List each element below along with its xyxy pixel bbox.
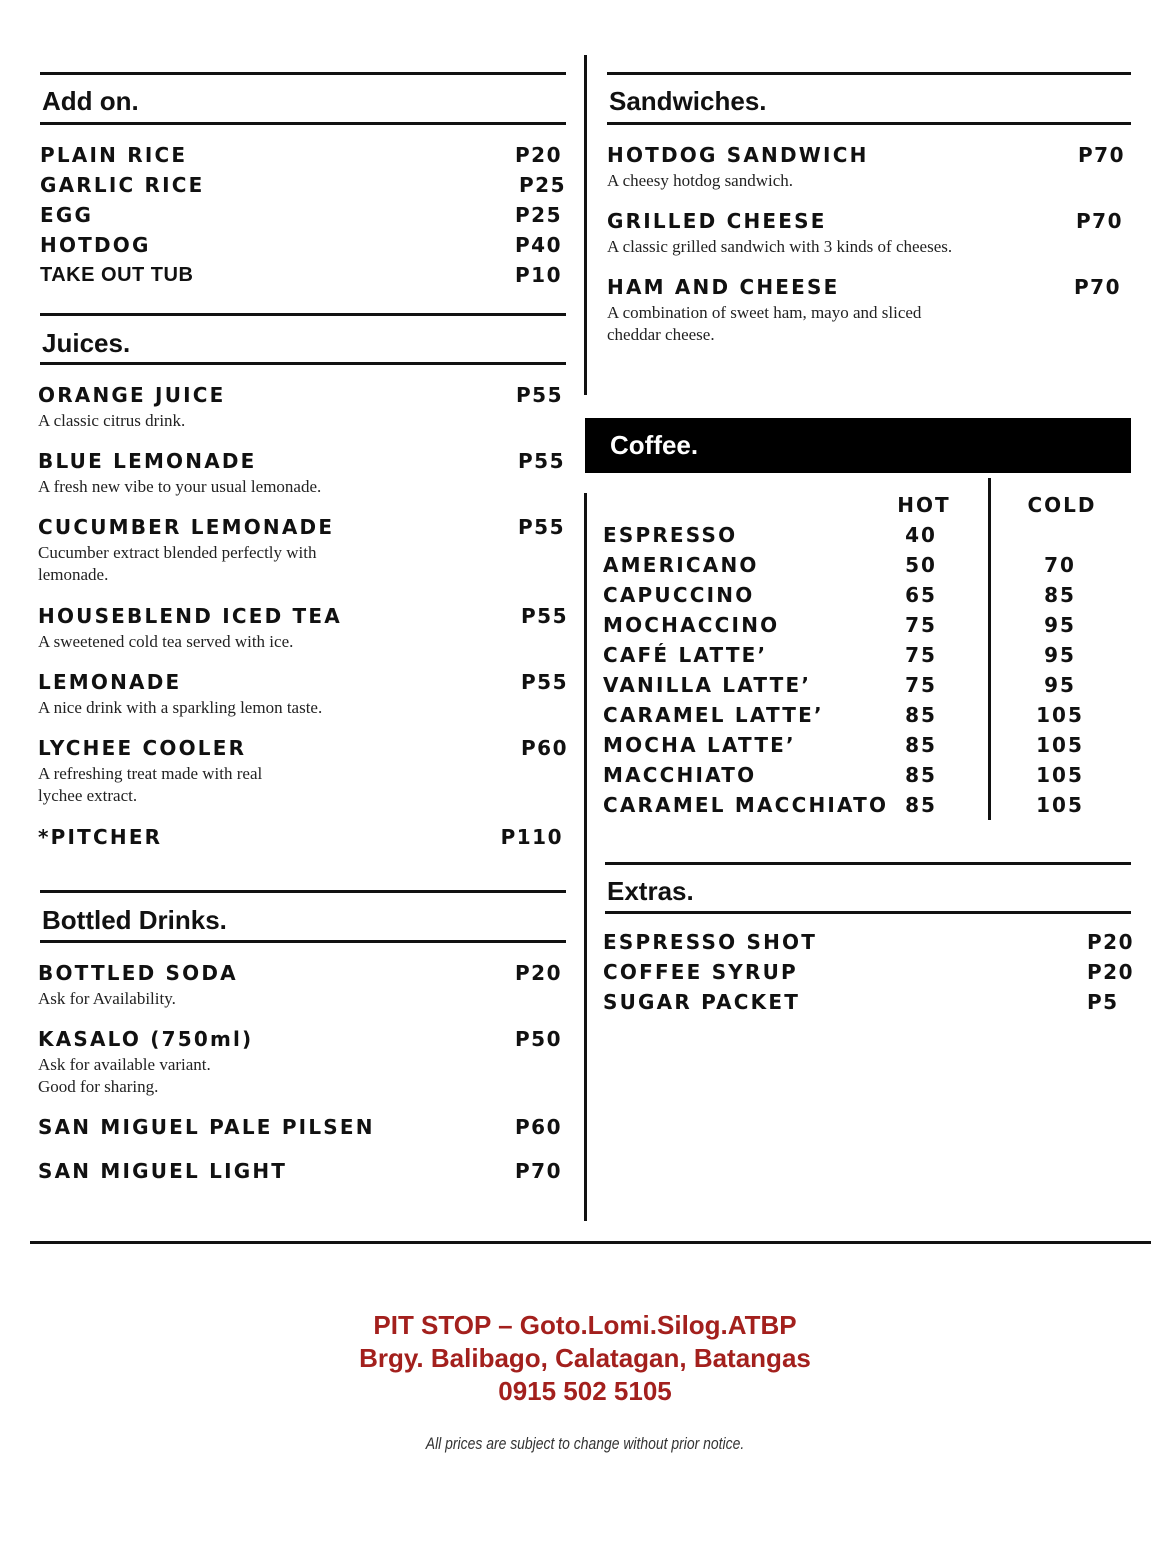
sandwiches-title: Sandwiches. [609,86,767,116]
item-name: SUGAR PACKET [603,990,801,1014]
item-description-line: Ask for available variant. [38,1055,211,1074]
juices-top-rule [40,313,566,316]
business-phone: 0915 502 5105 [498,1376,672,1406]
coffee-cold-price: 105 [1036,703,1084,727]
item-description: A nice drink with a sparkling lemon taste. [38,698,323,717]
item-name: COFFEE SYRUP [603,960,798,984]
item-price: P20 [515,961,562,985]
coffee-row [603,523,1123,553]
item-name: HOTDOG [40,233,151,257]
item-price: P70 [1074,275,1121,299]
item-name: TAKE OUT TUB [40,264,194,286]
item-name: CUCUMBER LEMONADE [38,515,335,539]
sandwich-item [607,143,1125,193]
item-name: ESPRESSO SHOT [603,930,818,954]
coffee-name: ESPRESSO [603,523,738,547]
coffee-cold-price: 105 [1036,733,1084,757]
item-name: SAN MIGUEL PALE PILSEN [38,1115,375,1139]
coffee-row [603,733,1123,763]
item-name: BLUE LEMONADE [38,449,257,473]
add-on-title: Add on. [42,86,139,116]
item-price: P70 [1076,209,1123,233]
item-price: P55 [518,449,565,473]
add-on-top-rule [40,72,566,75]
item-description-line: lemonade. [38,565,109,584]
business-address: Brgy. Balibago, Calatagan, Batangas [359,1343,811,1373]
item-name: LYCHEE COOLER [38,736,247,760]
juice-item [38,449,565,499]
coffee-hot-price: 75 [905,673,937,697]
item-price: P60 [521,736,568,760]
item-price: P55 [521,670,568,694]
coffee-hot-price: 50 [905,553,937,577]
add-on-bottom-rule [40,122,566,125]
item-price: P10 [515,263,562,287]
item-price: P70 [1078,143,1125,167]
item-name: GARLIC RICE [40,173,205,197]
coffee-cold-price: 85 [1044,583,1076,607]
coffee-name: MOCHA LATTE’ [603,733,796,757]
item-name: PLAIN RICE [40,143,188,167]
coffee-cold-price: 105 [1036,793,1084,817]
coffee-cold-price: 95 [1044,643,1076,667]
coffee-cold-price: 95 [1044,673,1076,697]
bottled-item [38,1115,562,1141]
item-name: HOTDOG SANDWICH [607,143,869,167]
item-description [38,1054,211,1098]
item-description-line: Good for sharing. [38,1077,159,1096]
footer-rule [30,1241,1151,1244]
coffee-title: Coffee. [610,430,699,460]
item-name: HAM AND CHEESE [607,275,840,299]
coffee-name: CARAMEL MACCHIATO [603,793,889,817]
bottled-item [38,1027,562,1099]
coffee-row [603,673,1123,703]
coffee-header-bar [585,418,1131,473]
juice-item [38,670,568,720]
item-description-line: A combination of sweet ham, mayo and sliced [607,303,922,322]
item-description: A classic grilled sandwich with 3 kinds of cheeses. [607,237,953,256]
sandwiches-top-rule [607,72,1131,75]
item-description-line: cheddar cheese. [607,325,715,344]
sandwiches-bottom-rule [607,122,1131,125]
item-description: A cheesy hotdog sandwich. [607,171,794,190]
item-price: P25 [519,173,566,197]
item-price: P50 [515,1027,562,1051]
item-name: KASALO (750ml) [38,1027,254,1051]
coffee-name: VANILLA LATTE’ [603,673,812,697]
item-name: SAN MIGUEL LIGHT [38,1159,288,1183]
item-price: P60 [515,1115,562,1139]
extras-item [603,990,1127,1016]
item-description [607,302,921,346]
extras-item [603,960,1134,986]
item-price: P20 [1087,960,1134,984]
coffee-row [603,703,1123,733]
bottled-item [38,1159,562,1185]
item-price: P25 [515,203,562,227]
juice-item [38,604,568,654]
item-name: HOUSEBLEND ICED TEA [38,604,342,628]
bottled-top-rule [40,890,566,893]
coffee-hot-price: 85 [905,763,937,787]
item-price: P110 [500,825,563,849]
item-description-line: A refreshing treat made with real [38,764,263,783]
business-name: PIT STOP – Goto.Lomi.Silog.ATBP [373,1310,797,1340]
coffee-cold-price: 105 [1036,763,1084,787]
juices-bottom-rule [40,362,566,365]
item-price: P20 [515,143,562,167]
item-price: P55 [521,604,568,628]
extras-bottom-rule [605,911,1131,914]
bottled-item [38,961,562,1011]
price-disclaimer: All prices are subject to change without prior notice. [425,1434,745,1453]
item-name: *PITCHER [38,825,163,849]
bottled-title: Bottled Drinks. [42,905,227,935]
item-description: Ask for Availability. [38,989,176,1008]
item-price: P70 [515,1159,562,1183]
item-name: BOTTLED SODA [38,961,238,985]
coffee-name: MACCHIATO [603,763,757,787]
item-price: P5 [1087,990,1119,1014]
coffee-name: CAPUCCINO [603,583,755,607]
coffee-hot-price: 85 [905,733,937,757]
item-description [38,542,317,586]
juice-item [38,825,563,851]
item-name: ORANGE JUICE [38,383,226,407]
coffee-name: CAFÉ LATTE’ [603,643,768,667]
item-name: LEMONADE [38,670,182,694]
coffee-hot-price: 85 [905,793,937,817]
coffee-row [603,643,1123,673]
bottled-bottom-rule [40,940,566,943]
extras-top-rule [605,862,1131,865]
item-name: EGG [40,203,94,227]
coffee-hot-price: 75 [905,613,937,637]
sandwich-item [607,275,1121,347]
coffee-row [603,583,1123,613]
coffee-cold-price: 70 [1044,553,1076,577]
sandwich-item [607,209,1123,259]
coffee-row [603,553,1123,583]
item-description-line: Cucumber extract blended perfectly with [38,543,317,562]
juice-item [38,383,563,433]
coffee-row [603,763,1123,793]
item-description: A fresh new vibe to your usual lemonade. [38,477,322,496]
coffee-name: MOCHACCINO [603,613,780,637]
coffee-cold-price: 95 [1044,613,1076,637]
juice-item [38,515,565,587]
coffee-hot-price: 40 [905,523,937,547]
coffee-name: CARAMEL LATTE’ [603,703,824,727]
hot-column-header: HOT [897,493,951,517]
coffee-name: AMERICANO [603,553,759,577]
item-price: P40 [515,233,562,257]
juice-item [38,736,568,808]
juices-title: Juices. [42,328,131,358]
column-divider-top [584,55,587,395]
item-description: A classic citrus drink. [38,411,186,430]
item-description-line: lychee extract. [38,786,138,805]
item-price: P20 [1087,930,1134,954]
item-price: P55 [518,515,565,539]
coffee-row [603,613,1123,643]
item-price: P55 [516,383,563,407]
coffee-hot-price: 75 [905,643,937,667]
cold-column-header: COLD [1027,493,1097,517]
coffee-hot-price: 85 [905,703,937,727]
column-divider-bottom [584,493,587,1221]
coffee-hot-price: 65 [905,583,937,607]
item-description: A sweetened cold tea served with ice. [38,632,294,651]
item-description [38,763,262,807]
extras-title: Extras. [607,876,694,906]
item-name: GRILLED CHEESE [607,209,827,233]
extras-item [603,930,1134,956]
coffee-row [603,793,1123,823]
